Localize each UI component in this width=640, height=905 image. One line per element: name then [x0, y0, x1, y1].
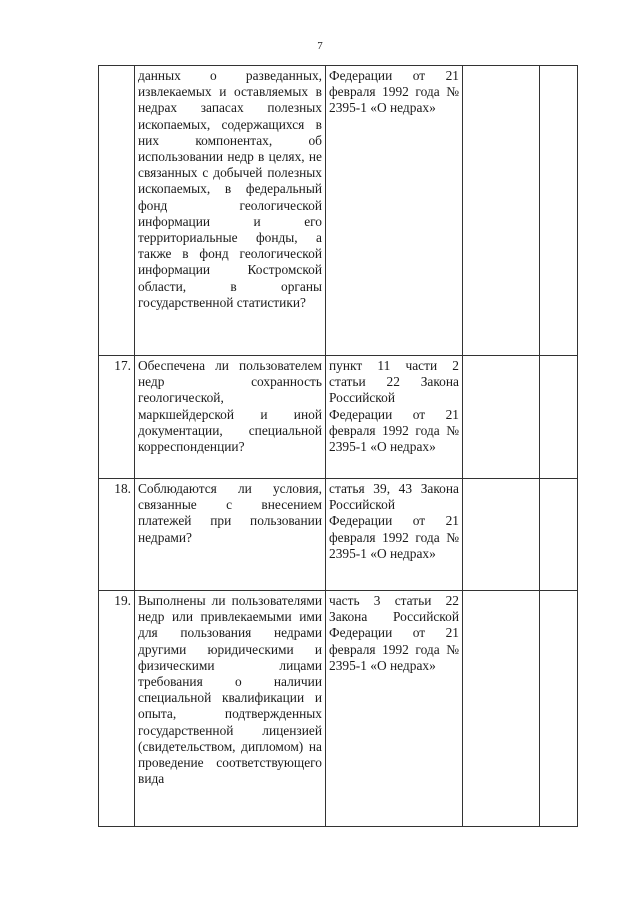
empty-cell: [540, 591, 578, 827]
row-number: 18.: [99, 479, 135, 591]
empty-cell: [540, 356, 578, 479]
empty-cell: [463, 591, 540, 827]
checklist-table: [98, 65, 578, 827]
page-number: 7: [317, 40, 323, 52]
empty-cell: [463, 66, 540, 356]
empty-cell: [540, 479, 578, 591]
legal-reference-cell: статья 39, 43 Закона Российской Федерации от 21 февраля 1992 года № 2395-1 «О недрах»: [326, 479, 463, 591]
table-row: [99, 591, 578, 827]
row-number: 17.: [99, 356, 135, 479]
empty-cell: [540, 66, 578, 356]
question-cell: Выполнены ли пользователями недр или привлекаемыми ими для пользования недрами другими юридическими и физическими лицами требования о наличии специальной квалификации и опыта, подтвержденных государственной лицензией (свидетельством, дипломом) на проведение соответствующего вида: [135, 591, 326, 827]
empty-cell: [463, 479, 540, 591]
question-cell: Соблюдаются ли условия, связанные с внесением платежей при пользовании недрами?: [135, 479, 326, 591]
row-number: [99, 66, 135, 356]
row-number: 19.: [99, 591, 135, 827]
empty-cell: [463, 356, 540, 479]
table-row: [99, 356, 578, 479]
legal-reference-cell: Федерации от 21 февраля 1992 года № 2395-1 «О недрах»: [326, 66, 463, 356]
table-row: [99, 479, 578, 591]
question-cell: данных о разведанных, извлекаемых и оставляемых в недрах запасах полезных ископаемых, содержащихся в них компонентах, об использовании недр в целях, не связанных с добычей полезных ископаемых, в федеральный фонд геологической информации и его территориальные фонды, а также в фонд геологической информации Костромской области, в органы государственной статистики?: [135, 66, 326, 356]
table-row: [99, 66, 578, 356]
legal-reference-cell: пункт 11 части 2 статьи 22 Закона Российской Федерации от 21 февраля 1992 года № 2395-1 «О недрах»: [326, 356, 463, 479]
legal-reference-cell: часть 3 статьи 22 Закона Российской Федерации от 21 февраля 1992 года № 2395-1 «О недрах»: [326, 591, 463, 827]
question-cell: Обеспечена ли пользователем недр сохранность геологической, маркшейдерской и иной документации, специальной корреспонденции?: [135, 356, 326, 479]
